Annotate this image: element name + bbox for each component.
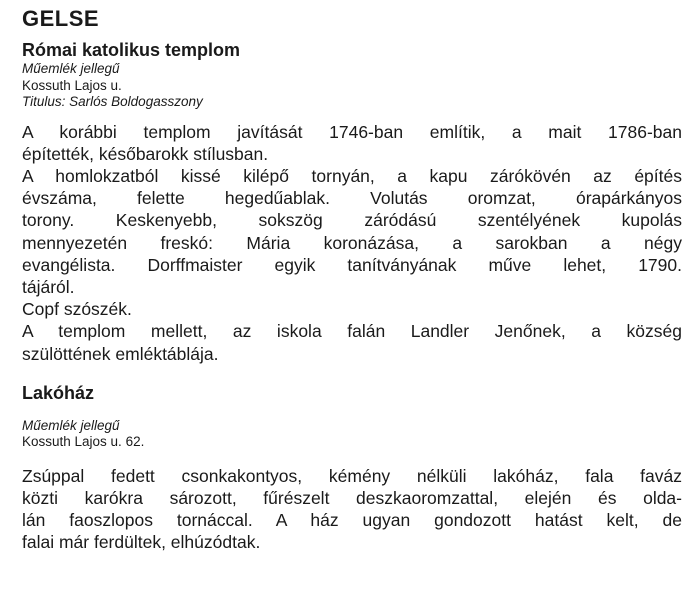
- text-line: falai már ferdültek, elhúzódtak.: [22, 532, 261, 553]
- paragraph: [22, 165, 682, 298]
- entry-house: [22, 383, 682, 554]
- entry-church: [22, 40, 682, 365]
- text-line: torony. Keskenyebb, sokszög záródású szentélyének kupolás: [22, 210, 682, 231]
- text-line: A korábbi templom javítását 1746-ban említik, a mait 1786-ban: [22, 121, 682, 142]
- entry-body: [22, 121, 682, 365]
- text-line: Copf szószék.: [22, 299, 132, 320]
- paragraph: [22, 465, 682, 554]
- monument-status: Műemlék jellegű: [22, 417, 120, 433]
- titulus: Titulus: Sarlós Boldogasszony: [22, 94, 203, 109]
- paragraph: [22, 320, 682, 364]
- text-line: lán faoszlopos tornáccal. A ház ugyan gondozott hatást kelt, de: [22, 510, 682, 531]
- text-line: építették, későbarokk stílusban.: [22, 143, 269, 164]
- text-line: szülöttének emléktáblája.: [22, 343, 219, 364]
- text-line: tájáról.: [22, 276, 75, 297]
- address: Kossuth Lajos u.: [22, 77, 122, 93]
- text-line: Zsúppal fedett csonkakontyos, kémény nélküli lakóház, fala faváz: [22, 465, 682, 486]
- entry-title: Lakóház: [22, 382, 95, 403]
- text-line: evangélista. Dorffmaister egyik tanítványának műve lehet, 1790.: [22, 254, 682, 275]
- entry-body: [22, 465, 682, 554]
- entry-title: Római katolikus templom: [22, 40, 241, 60]
- paragraph: [22, 121, 682, 165]
- paragraph: [22, 298, 682, 320]
- address: Kossuth Lajos u. 62.: [22, 434, 145, 450]
- text-line: közti karókra sározott, fűrészelt deszkaoromzattal, elején és olda-: [22, 487, 682, 508]
- text-line: A homlokzatból kissé kilépő tornyán, a kapu zárókövén az építés: [22, 165, 682, 186]
- text-line: évszáma, felette hegedűablak. Volutás oromzat, órapárkányos: [22, 188, 682, 209]
- document-page: [22, 6, 682, 554]
- town-title: GELSE: [22, 6, 100, 31]
- monument-status: Műemlék jellegű: [22, 61, 120, 76]
- entry-meta: [22, 418, 682, 451]
- text-line: A templom mellett, az iskola falán Landler Jenőnek, a község: [22, 321, 682, 342]
- text-line: mennyezetén freskó: Mária koronázása, a sarokban a négy: [22, 232, 682, 253]
